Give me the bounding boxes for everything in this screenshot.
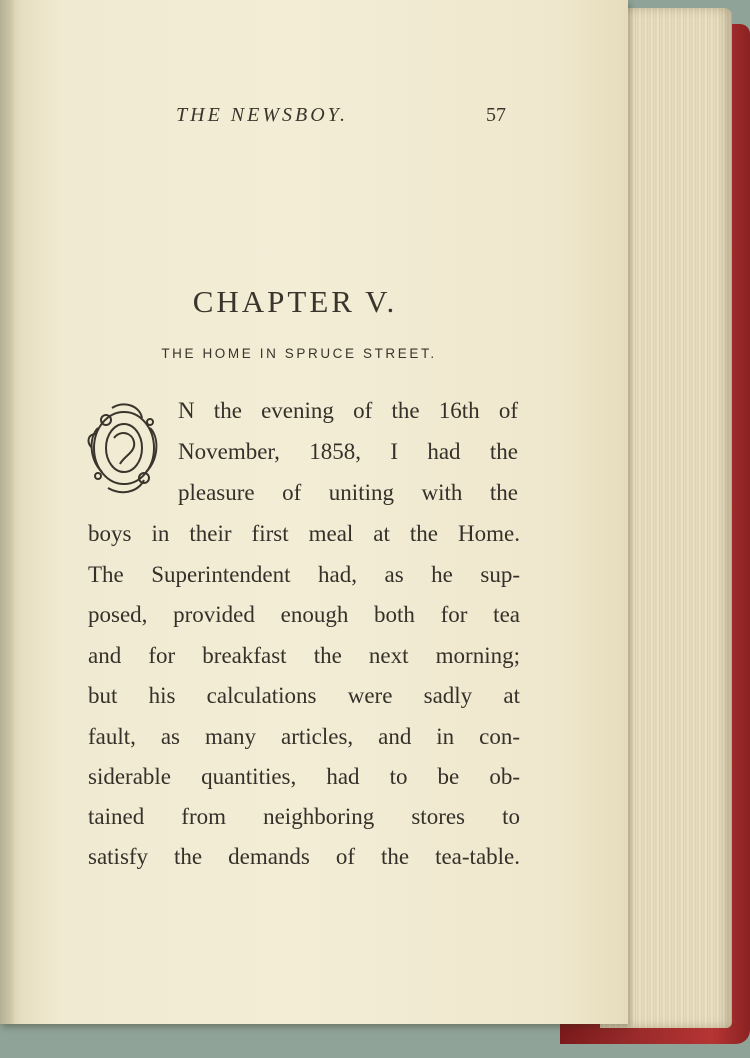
- body-line: boys in their first meal at the Home.: [88, 521, 520, 546]
- body-line: The Superintendent had, as he sup-: [88, 562, 520, 587]
- body-line: satisfy the demands of the tea-table.: [88, 844, 520, 869]
- page-gutter: [0, 0, 14, 1024]
- body-line: but his calculations were sadly at: [88, 683, 520, 708]
- chapter-subtitle: THE HOME IN SPRUCE STREET.: [161, 346, 437, 361]
- ornate-drop-cap-icon: [84, 398, 164, 498]
- running-head: THE NEWSBOY.: [176, 104, 348, 126]
- body-line: siderable quantities, had to be ob-: [88, 764, 520, 789]
- chapter-title: CHAPTER V.: [192, 284, 398, 319]
- body-line: pleasure of uniting with the: [178, 480, 518, 505]
- body-line: fault, as many articles, and in con-: [88, 724, 520, 749]
- body-line: posed, provided enough both for tea: [88, 602, 520, 627]
- body-line: tained from neighboring stores to: [88, 804, 520, 829]
- body-line: and for breakfast the next morning;: [88, 643, 520, 668]
- body-line: N the evening of the 16th of: [178, 398, 518, 423]
- body-line: November, 1858, I had the: [178, 439, 518, 464]
- page-number: 57: [486, 104, 506, 126]
